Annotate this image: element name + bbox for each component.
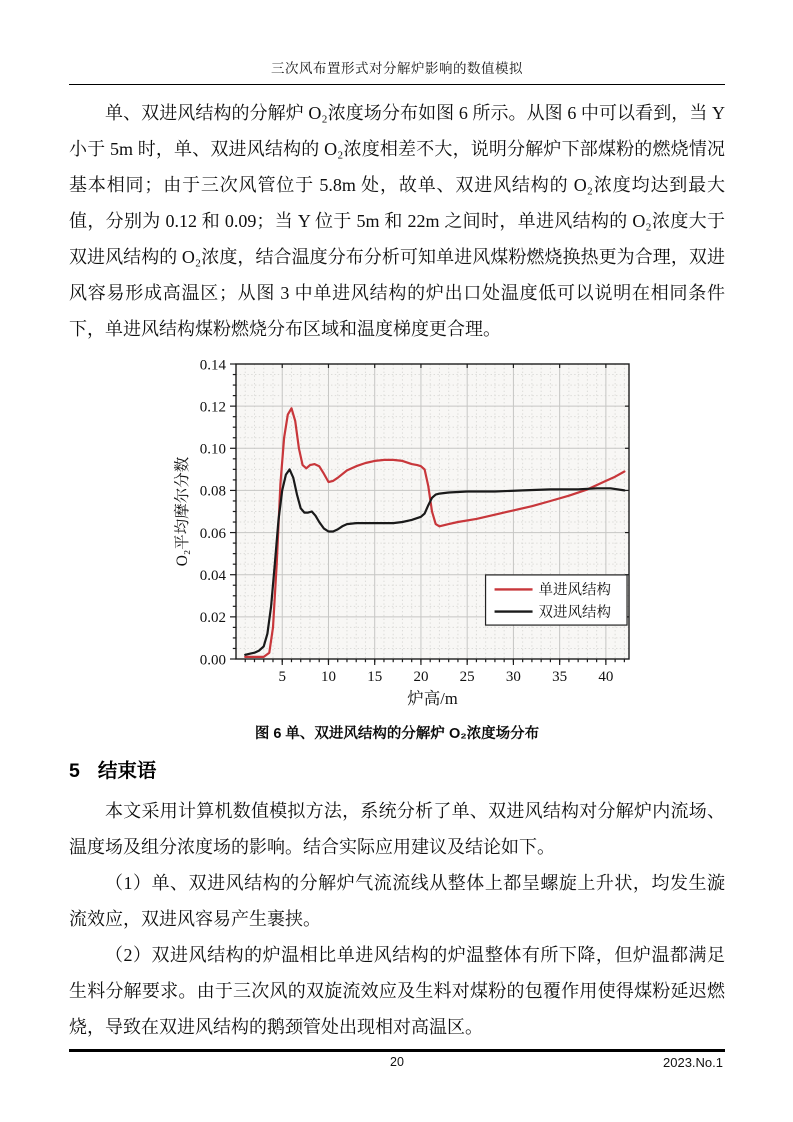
legend-label-0: 单进风结构 <box>538 582 612 599</box>
svg-text:25: 25 <box>459 669 475 685</box>
svg-text:40: 40 <box>598 669 614 685</box>
page-content <box>69 0 725 1045</box>
svg-text:0.06: 0.06 <box>199 525 226 542</box>
figure-6-caption: 图 6 单、双进风结构的分解炉 O₂浓度场分布 <box>254 726 540 742</box>
footer-row <box>69 1055 725 1077</box>
svg-text:30: 30 <box>505 669 521 685</box>
svg-text:0.14: 0.14 <box>199 357 226 374</box>
svg-text:0.02: 0.02 <box>199 610 226 627</box>
svg-text:0.10: 0.10 <box>199 441 226 458</box>
legend-label-1: 双进风结构 <box>538 604 612 621</box>
running-header-title: 三次风布置形式对分解炉影响的数值模拟 <box>271 61 523 76</box>
y-axis-label: O₂平均摩尔分数 <box>174 456 191 567</box>
svg-text:0.08: 0.08 <box>199 483 226 500</box>
page-footer <box>69 1049 725 1077</box>
header-divider <box>69 84 725 85</box>
svg-text:0.12: 0.12 <box>199 399 226 416</box>
svg-text:15: 15 <box>367 669 383 685</box>
footer-divider <box>69 1049 725 1052</box>
legend <box>486 575 627 625</box>
svg-text:0.00: 0.00 <box>199 652 226 669</box>
svg-text:10: 10 <box>320 669 336 685</box>
x-axis-label: 炉高/m <box>407 689 458 708</box>
section-heading <box>69 755 725 783</box>
section-number: 5 <box>69 760 80 782</box>
svg-text:35: 35 <box>552 669 568 685</box>
paragraph-conclusion-1: （1）单、双进风结构的分解炉气流流线从整体上都呈螺旋上升状，均发生漩流效应，双进风容易产生裹挟。 <box>69 873 725 929</box>
figure-6 <box>69 355 725 743</box>
paragraph-o2-discussion: 单、双进风结构的分解炉 O₂浓度场分布如图 6 所示。从图 6 中可以看到，当 Y 小于 5m 时，单、双进风结构的 O₂浓度相差不大，说明分解炉下部煤粉的燃烧情况基本相同；由于三次风管位于 5.8m 处，故单、双进风结构的 O₂浓度均达到最大值，分别为 0.12 和 0.09；当 Y 位于 5m 和 22m 之间时，单进风结构的 O₂浓度大于双进风结构的 O₂浓度，结合温度分布分析可知单进风煤粉燃烧换热更为合理，双进风容易形成高温区；从图 3 中单进风结构的炉出口处温度低可以说明在相同条件下，单进风结构煤粉燃烧分布区域和温度梯度更合理。 <box>69 103 725 339</box>
o2-concentration-chart <box>172 355 642 718</box>
svg-text:0.04: 0.04 <box>199 567 226 584</box>
svg-text:20: 20 <box>413 669 429 685</box>
o2-chart-svg <box>172 355 642 713</box>
page-number: 20 <box>390 1054 404 1069</box>
paragraph-conclusion-2: （2）双进风结构的炉温相比单进风结构的炉温整体有所下降，但炉温都满足生料分解要求。由于三次风的双旋流效应及生料对煤粉的包覆作用使得煤粉延迟燃烧，导致在双进风结构的鹅颈管处出现相对高温区。 <box>69 945 725 1037</box>
paragraph-conclusion-intro: 本文采用计算机数值模拟方法，系统分析了单、双进风结构对分解炉内流场、温度场及组分浓度场的影响。结合实际应用建议及结论如下。 <box>69 801 725 857</box>
section-title: 结束语 <box>97 760 157 782</box>
journal-issue: 2023.No.1 <box>663 1054 723 1070</box>
svg-text:5: 5 <box>278 669 286 685</box>
